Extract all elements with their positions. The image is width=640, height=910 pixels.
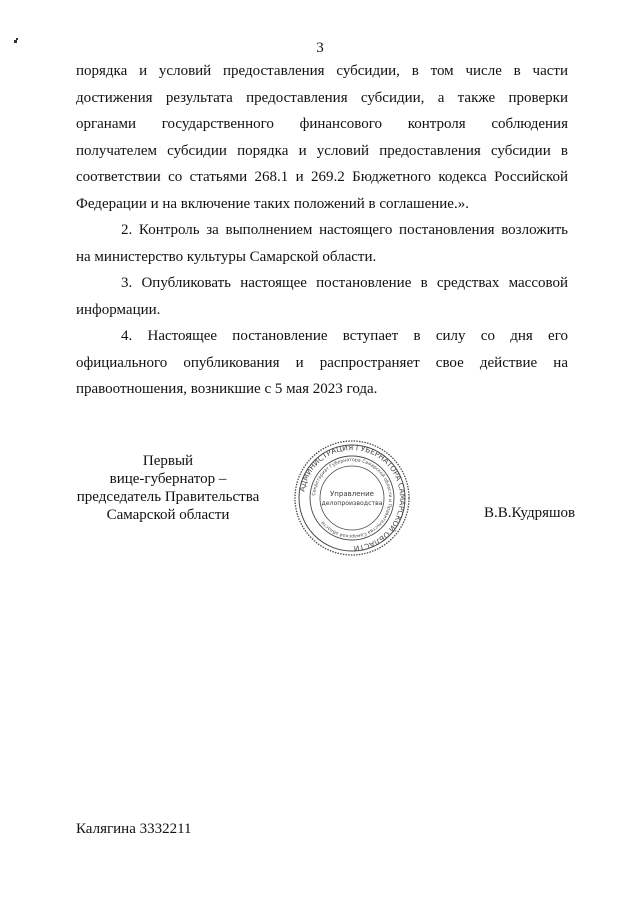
signatory-name: В.В.Кудряшов: [484, 505, 576, 521]
signatory-title-line: Самарской области: [106, 507, 230, 523]
paragraph-4-line: правоотношения, возникшие с 5 мая 2023 года.: [76, 381, 378, 397]
official-stamp: [292, 438, 412, 558]
stamp-outer-text: АДМИНИСТРАЦИЯ ГУБЕРНАТОРА САМАРСКОЙ ОБЛАСТИ: [297, 442, 408, 554]
page-number: 3: [316, 40, 324, 56]
text-line: соответствии со статьями 268.1 и 269.2 Бюджетного кодекса Российской: [76, 169, 568, 185]
signatory-title: [68, 452, 268, 524]
signatory-title-line: вице-губернатор –: [109, 471, 227, 487]
text-line: получателем субсидии порядка и условий предоставления субсидии в: [76, 142, 568, 159]
stamp-center-line1: Управление: [330, 490, 374, 498]
stamp-center-line2: делопроизводства: [321, 500, 383, 507]
stamp-inner-text: Секретариат Губернатора Самарской области и Правительства Самарской области: [312, 457, 393, 539]
paragraph-2-line: 2. Контроль за выполнением настоящего постановления возложить: [121, 222, 568, 238]
signatory-title-line: председатель Правительства: [76, 489, 260, 505]
text-line: достижения результата предоставления субсидии, а также проверки: [76, 89, 568, 106]
paragraph-3-line: информации.: [76, 301, 161, 318]
paragraph-3-line: 3. Опубликовать настоящее постановление в средствах массовой: [121, 275, 568, 291]
executor-contact: Калягина 3332211: [76, 821, 192, 837]
paragraph-4-line: 4. Настоящее постановление вступает в силу со дня его: [121, 328, 568, 344]
paragraph-2-line: на министерство культуры Самарской области.: [76, 248, 377, 265]
paragraph-4-line: официального опубликования и распространяет свое действие на: [76, 354, 568, 371]
text-line: порядка и условий предоставления субсидии, в том числе в части: [76, 63, 568, 79]
text-line: органами государственного финансового контроля соблюдения: [76, 116, 568, 132]
document-body: [76, 58, 568, 403]
signatory-title-line: Первый: [142, 453, 194, 469]
stamp-seal: [292, 438, 412, 558]
text-line: Федерации и на включение таких положений в соглашение.».: [76, 195, 469, 212]
